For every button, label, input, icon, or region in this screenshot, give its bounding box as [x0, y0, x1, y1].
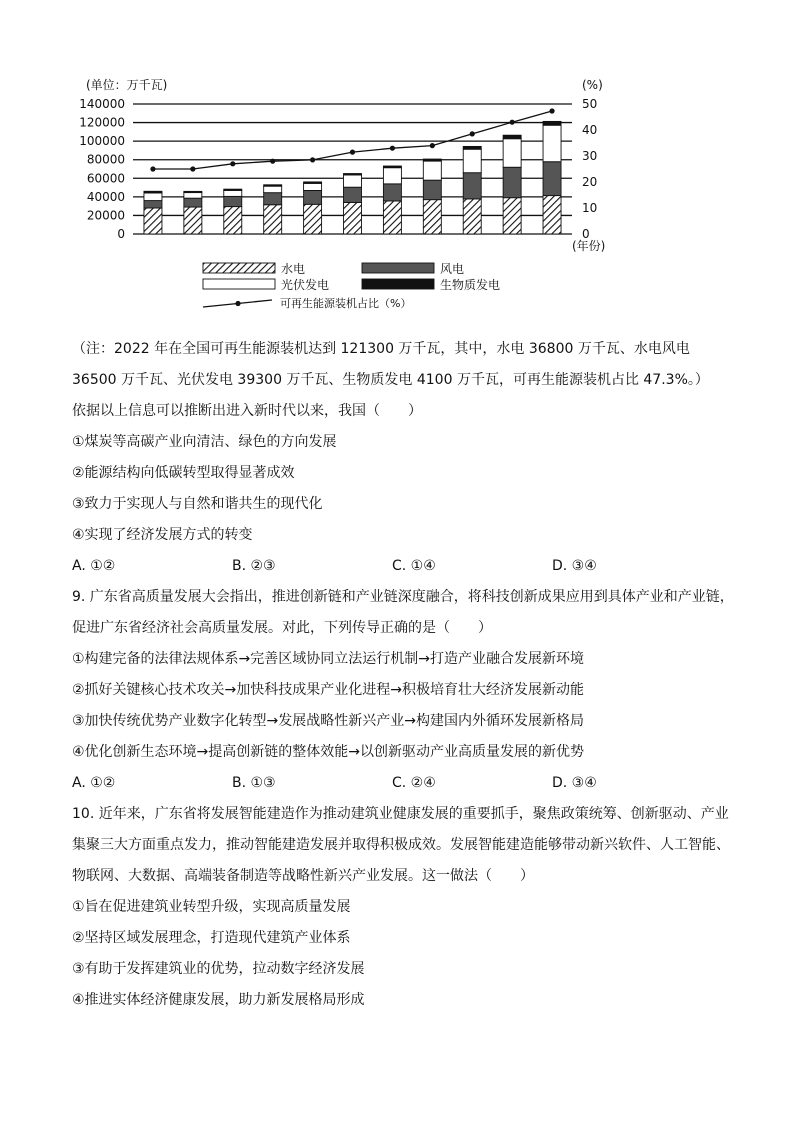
bar-2-9: [503, 139, 521, 168]
share-point-1: [190, 166, 195, 171]
q8-option-c[interactable]: C. ①④: [392, 558, 436, 574]
bar-0-8: [463, 199, 481, 234]
bar-2-4: [304, 183, 322, 190]
bar-0-9: [503, 198, 521, 234]
share-point-9: [510, 120, 515, 125]
share-point-2: [230, 161, 235, 166]
q10-item-3: ③有助于发挥建筑业的优势，拉动数字经济发展: [72, 961, 365, 977]
question-content: [72, 334, 742, 1016]
bar-0-7: [423, 200, 441, 234]
q9-options: [72, 768, 742, 799]
q8-option-a[interactable]: A. ①②: [72, 558, 116, 574]
bar-0-6: [383, 201, 401, 234]
q8-stem: 依据以上信息可以推断出进入新时代以来，我国（ ）: [72, 403, 422, 419]
bar-0-10: [543, 196, 561, 234]
q8-option-d[interactable]: D. ③④: [552, 558, 597, 574]
bar-3-1: [184, 191, 202, 192]
bar-0-3: [264, 205, 282, 234]
bar-3-9: [503, 135, 521, 139]
bar-3-10: [543, 121, 561, 125]
bar-1-10: [543, 162, 561, 196]
bar-2-8: [463, 149, 481, 172]
bar-1-9: [503, 167, 521, 197]
legend-swatch-0: [203, 263, 275, 273]
y-tick-label: 140000: [79, 97, 125, 111]
q8-item-2: ②能源结构向低碳转型取得显著成效: [72, 465, 295, 481]
y2-tick-label: 0: [582, 227, 590, 241]
bar-1-5: [344, 187, 362, 202]
y-tick-label: 40000: [86, 189, 125, 204]
bar-1-0: [144, 201, 162, 208]
bar-0-0: [144, 208, 162, 234]
y2-tick-label: 50: [582, 97, 598, 111]
q10-stem: 10. 近年来，广东省将发展智能建造作为推动建筑业健康发展的重要抓手，聚焦政策统筹、创新驱动、产业集聚三大方面重点发力，推动智能建造发展并取得积极成效。发展智能建造能够带动新兴软件、人工智能、物联网、大数据、高端装备制造等战略性新兴产业发展。这一做法（ ）: [72, 806, 730, 884]
q9-item-1: ①构建完备的法律法规体系→完善区域协同立法运行机制→打造产业融合发展新环境: [72, 651, 585, 667]
bar-1-2: [224, 196, 242, 206]
q10-item-1: ①旨在促进建筑业转型升级，实现高质量发展: [72, 899, 351, 915]
bar-0-5: [344, 202, 362, 234]
bar-0-4: [304, 204, 322, 234]
bar-3-7: [423, 159, 441, 161]
y-tick-label: 80000: [86, 152, 125, 167]
bar-2-3: [264, 186, 282, 193]
share-point-0: [150, 166, 155, 171]
bar-2-7: [423, 161, 441, 180]
q9-option-c[interactable]: C. ②④: [392, 775, 436, 791]
q9-item-2: ②抓好关键核心技术攻关→加快科技成果产业化进程→积极培育壮大经济发展新动能: [72, 682, 585, 698]
share-point-4: [310, 157, 315, 162]
legend-swatch-1: [362, 263, 434, 273]
q9-stem: 9. 广东省高质量发展大会指出，推进创新链和产业链深度融合，将科技创新成果应用到具体产业和产业链，促进广东省经济社会高质量发展。对此，下列传导正确的是（ ）: [72, 589, 734, 636]
q10-item-2: ②坚持区域发展理念，打造现代建筑产业体系: [72, 930, 351, 946]
bar-3-2: [224, 189, 242, 190]
q9-option-d[interactable]: D. ③④: [552, 775, 597, 791]
bar-2-2: [224, 190, 242, 196]
share-point-5: [350, 150, 355, 155]
bar-3-6: [383, 166, 401, 168]
bar-2-5: [344, 175, 362, 187]
bar-3-3: [264, 185, 282, 186]
y2-tick-label: 10: [582, 201, 598, 215]
y2-unit-label: (%): [582, 78, 603, 92]
bar-1-8: [463, 173, 481, 199]
share-point-7: [430, 143, 435, 148]
legend-label-0: 水电: [281, 262, 306, 276]
chart-figure: [0, 0, 794, 330]
y2-tick-label: 40: [582, 123, 598, 137]
share-point-8: [470, 131, 475, 136]
bar-3-0: [144, 191, 162, 193]
legend-line-point: [235, 301, 240, 306]
q10-item-4: ④推进实体经济健康发展，助力新发展格局形成: [72, 992, 365, 1008]
bar-3-4: [304, 182, 322, 183]
q9-item-3: ③加快传统优势产业数字化转型→发展战略性新兴产业→构建国内外循环发展新格局: [72, 713, 585, 729]
x-unit-label: (年份): [572, 239, 606, 253]
q9-option-b[interactable]: B. ①③: [232, 775, 276, 791]
bar-3-5: [344, 174, 362, 175]
bar-1-4: [304, 190, 322, 204]
legend-label-3: 生物质发电: [440, 278, 501, 292]
q9-item-4: ④优化创新生态环境→提高创新链的整体效能→以创新驱动产业高质量发展的新优势: [72, 744, 585, 760]
bar-0-2: [224, 207, 242, 234]
q9-option-a[interactable]: A. ①②: [72, 775, 116, 791]
y2-tick-label: 30: [582, 149, 598, 163]
legend-label-1: 风电: [440, 262, 465, 276]
bar-1-1: [184, 198, 202, 207]
y-tick-label: 120000: [79, 115, 125, 130]
bar-1-6: [383, 184, 401, 201]
legend-swatch-2: [203, 279, 275, 289]
bar-2-0: [144, 193, 162, 201]
chart-note: （注：2022 年在全国可再生能源装机达到 121300 万千瓦，其中，水电 36800 万千瓦、水电风电 36500 万千瓦、光伏发电 39300 万千瓦、生物质发电 4100 万千瓦，可再生能源装机占比 47.3%。）: [72, 341, 709, 388]
bar-2-6: [383, 168, 401, 184]
chart-svg: [0, 0, 794, 330]
legend-swatch-3: [362, 279, 434, 289]
bar-1-3: [264, 193, 282, 205]
y-tick-label: 100000: [79, 134, 125, 149]
share-point-3: [270, 159, 275, 164]
bar-2-1: [184, 193, 202, 199]
y-tick-label: 20000: [86, 208, 125, 223]
bar-2-10: [543, 125, 561, 161]
y-unit-label: (单位：万千瓦): [86, 78, 168, 92]
y2-tick-label: 20: [582, 175, 598, 189]
q8-item-3: ③致力于实现人与自然和谐共生的现代化: [72, 496, 323, 512]
bar-0-1: [184, 207, 202, 234]
share-point-6: [390, 146, 395, 151]
bar-1-7: [423, 180, 441, 200]
legend-label-line: 可再生能源装机占比（%）: [280, 297, 412, 310]
q8-item-4: ④实现了经济发展方式的转变: [72, 527, 253, 543]
y-tick-label: 0: [117, 227, 125, 241]
bar-3-8: [463, 146, 481, 149]
q8-option-b[interactable]: B. ②③: [232, 558, 276, 574]
q8-item-1: ①煤炭等高碳产业向清洁、绿色的方向发展: [72, 434, 337, 450]
y-tick-label: 60000: [86, 171, 125, 186]
q8-options: [72, 551, 742, 582]
legend-label-2: 光伏发电: [281, 278, 330, 292]
share-point-10: [549, 108, 554, 113]
